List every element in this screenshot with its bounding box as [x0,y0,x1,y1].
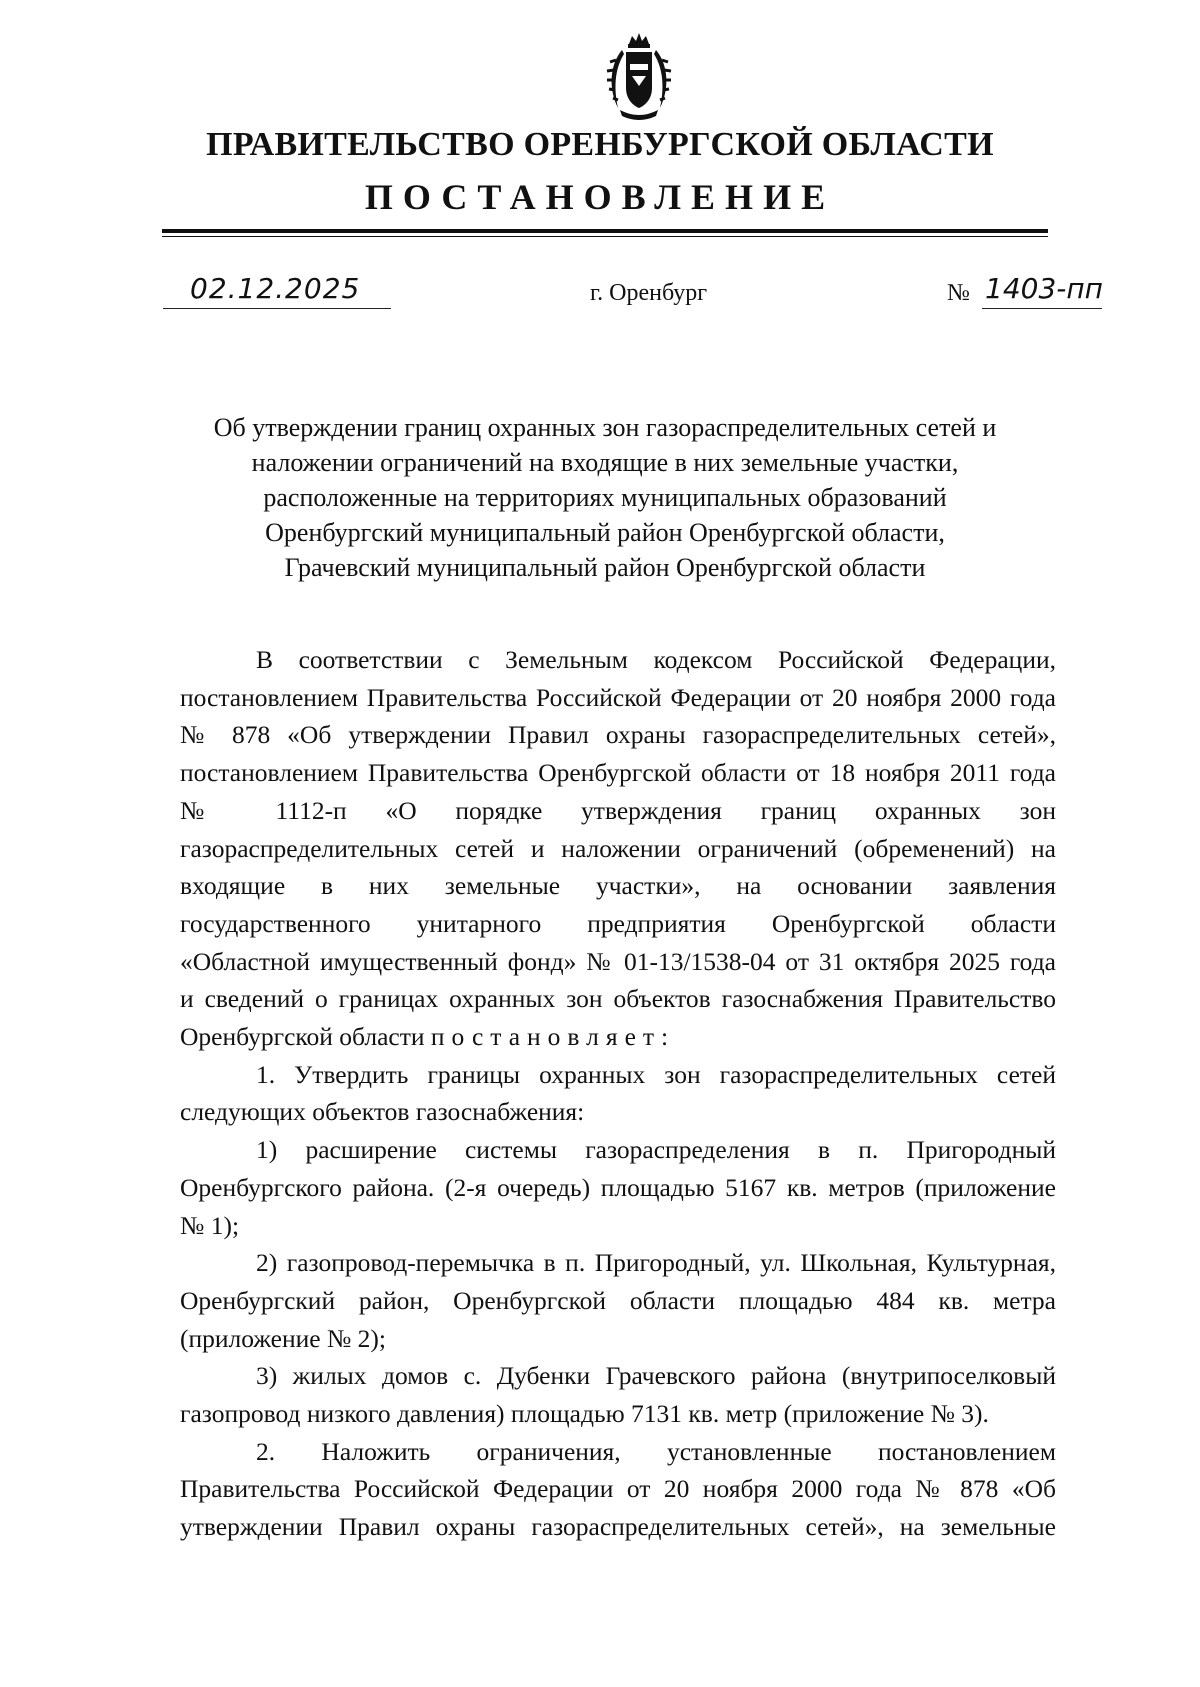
body-line: государственного унитарного предприятия Оренбургской области [180,908,1056,938]
header-divider-thick [162,229,1048,233]
body-line: постановлением Правительства Оренбургской области от 18 ноября 2011 года [180,758,1056,788]
number-underline [982,308,1102,309]
body-line: постановлением Правительства Российской Федерации от 20 ноября 2000 года [180,682,1056,712]
date-underline [163,308,391,309]
subject-line: наложении ограничений на входящие в них земельные участки, [251,448,959,477]
subject-line: Оренбургский муниципальный район Оренбургской области, [265,518,945,547]
number-sign: № [947,280,970,306]
body-line: Оренбургского района. (2-я очередь) площадью 5167 кв. метров (приложение [180,1172,1056,1202]
body-line: Оренбургский район, Оренбургской области площадью 484 кв. метра [180,1285,1056,1315]
city-label: г. Оренбург [590,280,708,306]
document-subject [160,410,1050,585]
subject-line: Грачевский муниципальный район Оренбургской области [284,553,926,582]
body-line: 2) газопровод-перемычка в п. Пригородный, ул. Школьная, Культурная, [256,1248,1056,1278]
body-line: (приложение № 2); [180,1323,386,1353]
subject-line: расположенные на территориях муниципальных образований [263,483,947,512]
document-body [180,641,1056,1546]
body-line: Правительства Российской Федерации от 20 ноября 2000 года № 878 «Об [180,1474,1056,1504]
body-line: 1) расширение системы газораспределения в п. Пригородный [256,1135,1056,1165]
body-line [180,1018,1056,1056]
document-type-title: ПОСТАНОВЛЕНИЕ [364,177,836,217]
body-line-prefix: Оренбургской области [180,1022,431,1052]
body-line: В соответствии с Земельным кодексом Российской Федерации, [256,645,1056,674]
body-line: и сведений о границах охранных зон объектов газоснабжения Правительство [180,984,1056,1014]
body-line: входящие в них земельные участки», на основании заявления [180,871,1056,901]
body-line: № 878 «Об утверждении Правил охраны газораспределительных сетей», [180,720,1056,750]
header-divider-thin [162,236,1048,237]
body-line: утверждении Правил охраны газораспределительных сетей», на земельные [180,1512,1056,1542]
handwritten-date: 02.12.2025 [190,272,361,305]
body-line: № 1); [180,1210,240,1240]
resolves-word: постановляет: [430,1022,676,1052]
body-line: 1. Утвердить границы охранных зон газораспределительных сетей [256,1059,1056,1089]
subject-line: Об утверждении границ охранных зон газораспределительных сетей и [213,413,997,442]
body-line: № 1112-п «О порядке утверждения границ охранных зон [180,795,1056,825]
body-line: газораспределительных сетей и наложении ограничений (обременений) на [180,833,1056,863]
body-line: «Областной имущественный фонд» № 01-13/1538-04 от 31 октября 2025 года [180,946,1056,976]
body-line: газопровод низкого давления) площадью 7131 кв. метр (приложение № 3). [180,1399,989,1429]
body-line: 2. Наложить ограничения, установленные постановлением [256,1436,1056,1466]
body-line: следующих объектов газоснабжения: [180,1097,585,1127]
government-title: ПРАВИТЕЛЬСТВО ОРЕНБУРГСКОЙ ОБЛАСТИ [206,126,994,163]
body-line: 3) жилых домов с. Дубенки Грачевского района (внутрипоселковый [256,1361,1056,1391]
handwritten-number: 1403-пп [985,272,1103,305]
coat-of-arms-emblem [602,30,676,122]
